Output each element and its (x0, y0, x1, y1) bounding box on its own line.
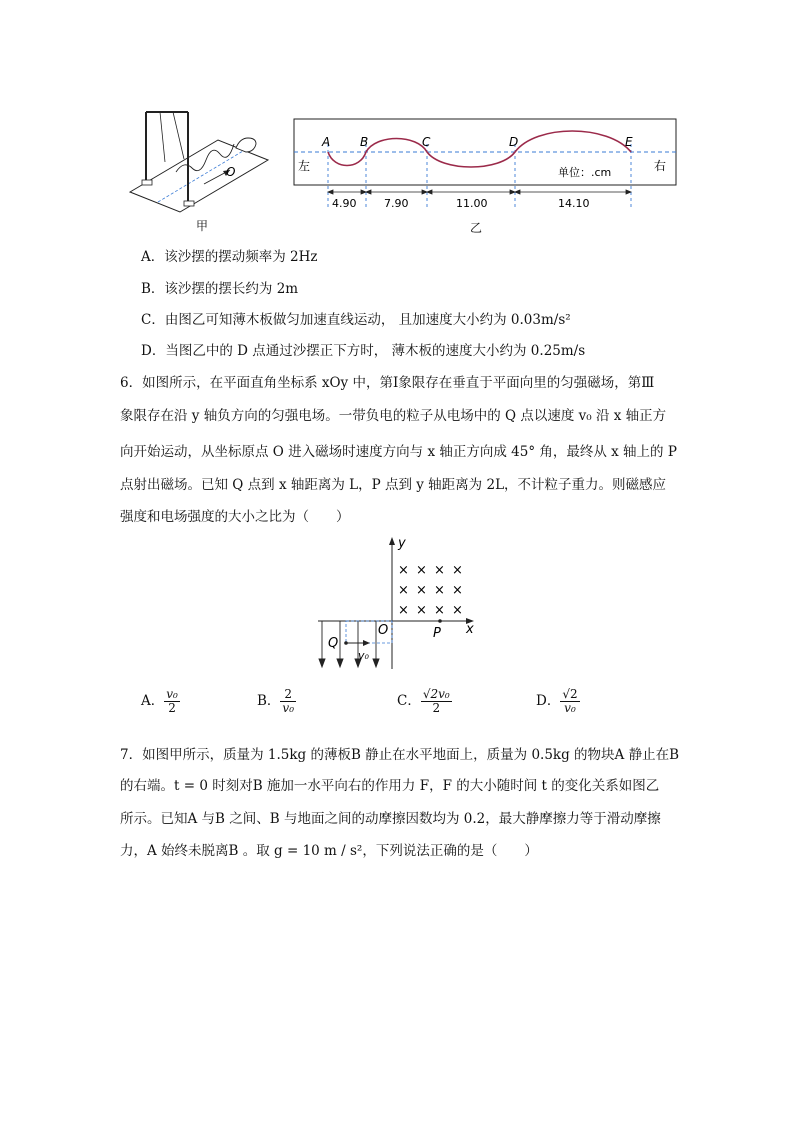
point-q-label: Q (328, 636, 339, 651)
unit-label: 单位：.cm (558, 166, 612, 179)
svg-text:×: × (416, 563, 427, 578)
svg-text:×: × (452, 603, 463, 618)
segment-bc-value: 7.90 (384, 197, 409, 210)
q7-line-1: 7．如图甲所示，质量为 1.5kg 的薄板B 静止在水平地面上，质量为 0.5kg 的物块A 静止在B (120, 747, 680, 763)
q6-option-d: D． $\frac{√2}{\text{v₀}}$ (536, 687, 578, 716)
point-p-label: P (433, 626, 441, 641)
velocity-label: v₀ (358, 649, 369, 662)
origin-label: O (378, 623, 389, 638)
q5-option-a: A．该沙摆的摆动频率为 2Hz (141, 249, 318, 265)
segment-cd-value: 11.00 (456, 197, 488, 210)
sand-trace (328, 131, 631, 167)
hand-icon (236, 138, 256, 152)
point-b-label: B (360, 135, 369, 149)
figure-yi-caption: 乙 (470, 221, 483, 235)
q6-line-3: 向开始运动，从坐标原点 O 进入磁场时速度方向与 x 轴正方向成 45° 角，最终从 x 轴上的 P (120, 444, 677, 460)
q6-line-4: 点射出磁场。已知 Q 点到 x 轴距离为 L，P 点到 y 轴距离为 2L，不计粒子重力。则磁感应 (120, 477, 667, 493)
svg-text:×: × (398, 603, 409, 618)
segment-de-value: 14.10 (558, 197, 590, 210)
q6-option-b: B． $\frac{2}{\text{v₀}}$ (257, 687, 295, 716)
point-d-label: D (509, 135, 519, 149)
q5-option-d: D．当图乙中的 D 点通过沙摆正下方时， 薄木板的速度大小约为 0.25m/s (141, 343, 586, 359)
figure-yi (290, 118, 682, 218)
svg-text:×: × (434, 563, 445, 578)
point-e-label: E (625, 135, 633, 149)
svg-text:×: × (452, 563, 463, 578)
figure-jia (118, 104, 278, 216)
svg-text:×: × (434, 583, 445, 598)
svg-text:×: × (416, 603, 427, 618)
q6-line-5: 强度和电场强度的大小之比为（ ） (120, 509, 350, 525)
x-axis-label: x (466, 622, 474, 637)
q5-option-b: B．该沙摆的摆长约为 2m (141, 281, 299, 297)
q6-line-1: 6．如图所示，在平面直角坐标系 xOy 中，第Ⅰ象限存在垂直于平面向里的匀强磁场，第Ⅲ (120, 375, 655, 391)
svg-text:×: × (434, 603, 445, 618)
svg-text:×: × (416, 583, 427, 598)
segment-ab-value: 4.90 (332, 197, 357, 210)
y-axis-label: y (398, 536, 406, 551)
point-o-label: O (226, 165, 236, 179)
q7-line-4: 力，A 始终未脱离B 。取 g = 10 m / s²，下列说法正确的是（ ） (120, 843, 538, 859)
right-label: 右 (654, 159, 667, 173)
q7-line-3: 所示。已知A 与B 之间、B 与地面之间的动摩擦因数均为 0.2，最大静摩擦力等于滑动摩擦 (120, 811, 661, 827)
q6-line-2: 象限存在沿 y 轴负方向的匀强电场。一带负电的粒子从电场中的 Q 点以速度 v₀ 沿 x 轴正方 (120, 408, 667, 424)
q6-option-a: A． $\frac{\text{v₀}}{2}$ (141, 687, 178, 716)
q7-line-2: 的右端。t = 0 时刻对B 施加一水平向右的作用力 F，F 的大小随时间 t 的变化关系如图乙 (120, 778, 660, 794)
svg-text:×: × (452, 583, 463, 598)
figure-jia-caption: 甲 (196, 219, 209, 233)
point-a-label: A (322, 135, 331, 149)
q5-option-c: C．由图乙可知薄木板做匀加速直线运动， 且加速度大小约为 0.03m/s² (141, 312, 571, 328)
magnetic-field (398, 563, 463, 618)
q6-option-c: C． $\frac{\text{√2v₀}}{2}$ (397, 687, 450, 716)
left-label: 左 (298, 159, 311, 173)
svg-text:×: × (398, 563, 409, 578)
svg-text:×: × (398, 583, 409, 598)
q6-figure (312, 533, 484, 675)
point-c-label: C (422, 135, 431, 149)
